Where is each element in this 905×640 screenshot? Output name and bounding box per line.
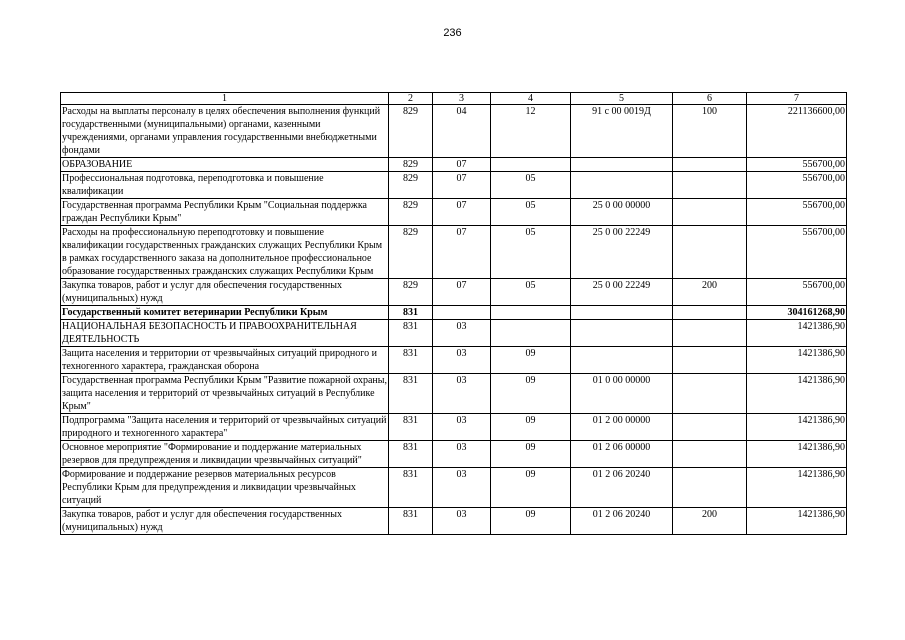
section-code-cell: 03	[433, 468, 491, 508]
subsection-code-cell: 12	[491, 105, 571, 158]
table-row	[61, 306, 847, 320]
header-cell: 1	[61, 93, 389, 105]
table-row	[61, 279, 847, 306]
gr-code-cell: 831	[389, 347, 433, 374]
table-row	[61, 374, 847, 414]
amount-cell: 1421386,90	[747, 320, 847, 347]
section-code-cell: 07	[433, 158, 491, 172]
expense-type-cell	[673, 347, 747, 374]
target-article-cell: 25 0 00 22249	[571, 226, 673, 279]
subsection-code-cell: 09	[491, 347, 571, 374]
item-name-cell: Закупка товаров, работ и услуг для обеспечения государственных (муниципальных) нужд	[61, 508, 389, 535]
item-name-cell: Защита населения и территории от чрезвычайных ситуаций природного и техногенного характера, гражданская оборона	[61, 347, 389, 374]
gr-code-cell: 829	[389, 105, 433, 158]
header-cell: 5	[571, 93, 673, 105]
gr-code-cell: 831	[389, 306, 433, 320]
target-article-cell: 25 0 00 22249	[571, 279, 673, 306]
header-cell: 2	[389, 93, 433, 105]
amount-cell: 1421386,90	[747, 374, 847, 414]
expense-type-cell	[673, 306, 747, 320]
header-cell: 3	[433, 93, 491, 105]
target-article-cell: 25 0 00 00000	[571, 199, 673, 226]
section-code-cell: 03	[433, 441, 491, 468]
target-article-cell	[571, 172, 673, 199]
table-header-row	[61, 93, 847, 105]
header-cell: 7	[747, 93, 847, 105]
section-code-cell: 07	[433, 226, 491, 279]
gr-code-cell: 829	[389, 158, 433, 172]
section-code-cell: 03	[433, 414, 491, 441]
table-row	[61, 158, 847, 172]
section-code-cell	[433, 306, 491, 320]
gr-code-cell: 829	[389, 279, 433, 306]
item-name-cell: Основное мероприятие "Формирование и поддержание материальных резервов для предупреждения и ликвидации чрезвычайных ситуаций"	[61, 441, 389, 468]
header-cell: 4	[491, 93, 571, 105]
gr-code-cell: 831	[389, 320, 433, 347]
subsection-code-cell: 09	[491, 468, 571, 508]
expense-type-cell	[673, 158, 747, 172]
table-row	[61, 226, 847, 279]
item-name-cell: НАЦИОНАЛЬНАЯ БЕЗОПАСНОСТЬ И ПРАВООХРАНИТЕЛЬНАЯ ДЕЯТЕЛЬНОСТЬ	[61, 320, 389, 347]
page-number: 236	[443, 27, 462, 39]
gr-code-cell: 831	[389, 441, 433, 468]
target-article-cell	[571, 158, 673, 172]
table-row	[61, 347, 847, 374]
expense-type-cell	[673, 468, 747, 508]
table-row	[61, 414, 847, 441]
target-article-cell	[571, 320, 673, 347]
table-row	[61, 105, 847, 158]
item-name-cell: Закупка товаров, работ и услуг для обеспечения государственных (муниципальных) нужд	[61, 279, 389, 306]
subsection-code-cell: 05	[491, 279, 571, 306]
gr-code-cell: 831	[389, 414, 433, 441]
gr-code-cell: 829	[389, 226, 433, 279]
subsection-code-cell	[491, 306, 571, 320]
section-code-cell: 03	[433, 508, 491, 535]
item-name-cell: Государственная программа Республики Крым "Развитие пожарной охраны, защита населения и территорий от чрезвычайных ситуаций в Республике Крым"	[62, 375, 387, 412]
amount-cell: 1421386,90	[747, 441, 847, 468]
item-name-cell: ОБРАЗОВАНИЕ	[61, 158, 389, 172]
budget-table	[60, 92, 847, 535]
section-code-cell: 04	[433, 105, 491, 158]
item-name-cell: Государственная программа Республики Крым "Социальная поддержка граждан Республики Крым"	[61, 199, 389, 226]
gr-code-cell: 831	[389, 468, 433, 508]
gr-code-cell: 829	[389, 199, 433, 226]
section-code-cell: 03	[433, 374, 491, 414]
item-name-cell: Государственный комитет ветеринарии Республики Крым	[61, 306, 389, 320]
gr-code-cell: 831	[389, 508, 433, 535]
target-article-cell: 01 2 00 00000	[571, 414, 673, 441]
expense-type-cell: 100	[673, 105, 747, 158]
expense-type-cell	[673, 226, 747, 279]
expense-type-cell	[673, 172, 747, 199]
subsection-code-cell	[491, 320, 571, 347]
amount-cell: 556700,00	[747, 158, 847, 172]
section-code-cell: 07	[433, 172, 491, 199]
amount-cell: 221136600,00	[747, 105, 847, 158]
subsection-code-cell: 09	[491, 374, 571, 414]
gr-code-cell: 831	[389, 374, 433, 414]
amount-cell: 1421386,90	[747, 414, 847, 441]
item-name-cell: Подпрограмма "Защита населения и территорий от чрезвычайных ситуаций природного и техногенного характера"	[61, 414, 389, 441]
expense-type-cell	[673, 414, 747, 441]
expense-type-cell	[673, 441, 747, 468]
item-name-cell: Расходы на профессиональную переподготовку и повышение квалификации государственных гражданских служащих Республики Крым в рамках государственного заказа на дополнительное профессиональное образование государственных гражданских служащих Республики Крым	[61, 226, 389, 279]
section-code-cell: 07	[433, 199, 491, 226]
subsection-code-cell: 05	[491, 199, 571, 226]
subsection-code-cell: 09	[491, 414, 571, 441]
target-article-cell: 91 с 00 0019Д	[571, 105, 673, 158]
target-article-cell	[571, 347, 673, 374]
amount-cell: 1421386,90	[747, 347, 847, 374]
table-row	[61, 508, 847, 535]
amount-cell: 556700,00	[747, 226, 847, 279]
target-article-cell: 01 0 00 00000	[571, 374, 673, 414]
table-row	[61, 468, 847, 508]
item-name-cell: Формирование и поддержание резервов материальных ресурсов Республики Крым для предупреждения и ликвидации чрезвычайных ситуаций	[61, 468, 389, 508]
amount-cell: 556700,00	[747, 172, 847, 199]
expense-type-cell	[673, 199, 747, 226]
header-cell: 6	[673, 93, 747, 105]
table-row	[61, 172, 847, 199]
expense-type-cell	[673, 374, 747, 414]
expense-type-cell	[673, 320, 747, 347]
gr-code-cell: 829	[389, 172, 433, 199]
subsection-code-cell: 05	[491, 172, 571, 199]
table-row	[61, 441, 847, 468]
item-name-cell: Профессиональная подготовка, переподготовка и повышение квалификации	[61, 172, 389, 199]
amount-cell: 556700,00	[747, 279, 847, 306]
section-code-cell: 03	[433, 347, 491, 374]
subsection-code-cell	[491, 158, 571, 172]
expense-type-cell: 200	[673, 508, 747, 535]
target-article-cell: 01 2 06 00000	[571, 441, 673, 468]
amount-cell: 556700,00	[747, 199, 847, 226]
amount-cell: 1421386,90	[747, 508, 847, 535]
expense-type-cell: 200	[673, 279, 747, 306]
table-row	[61, 320, 847, 347]
subsection-code-cell: 09	[491, 508, 571, 535]
target-article-cell: 01 2 06 20240	[571, 508, 673, 535]
target-article-cell	[571, 306, 673, 320]
table-row	[61, 199, 847, 226]
amount-cell: 1421386,90	[747, 468, 847, 508]
amount-cell: 304161268,90	[747, 306, 847, 320]
item-name-cell: Расходы на выплаты персоналу в целях обеспечения выполнения функций государственными (муниципальными) органами, казенными учреждениями, органами управления государственными внебюджетными фондами	[61, 105, 389, 158]
section-code-cell: 03	[433, 320, 491, 347]
subsection-code-cell: 09	[491, 441, 571, 468]
subsection-code-cell: 05	[491, 226, 571, 279]
section-code-cell: 07	[433, 279, 491, 306]
target-article-cell: 01 2 06 20240	[571, 468, 673, 508]
